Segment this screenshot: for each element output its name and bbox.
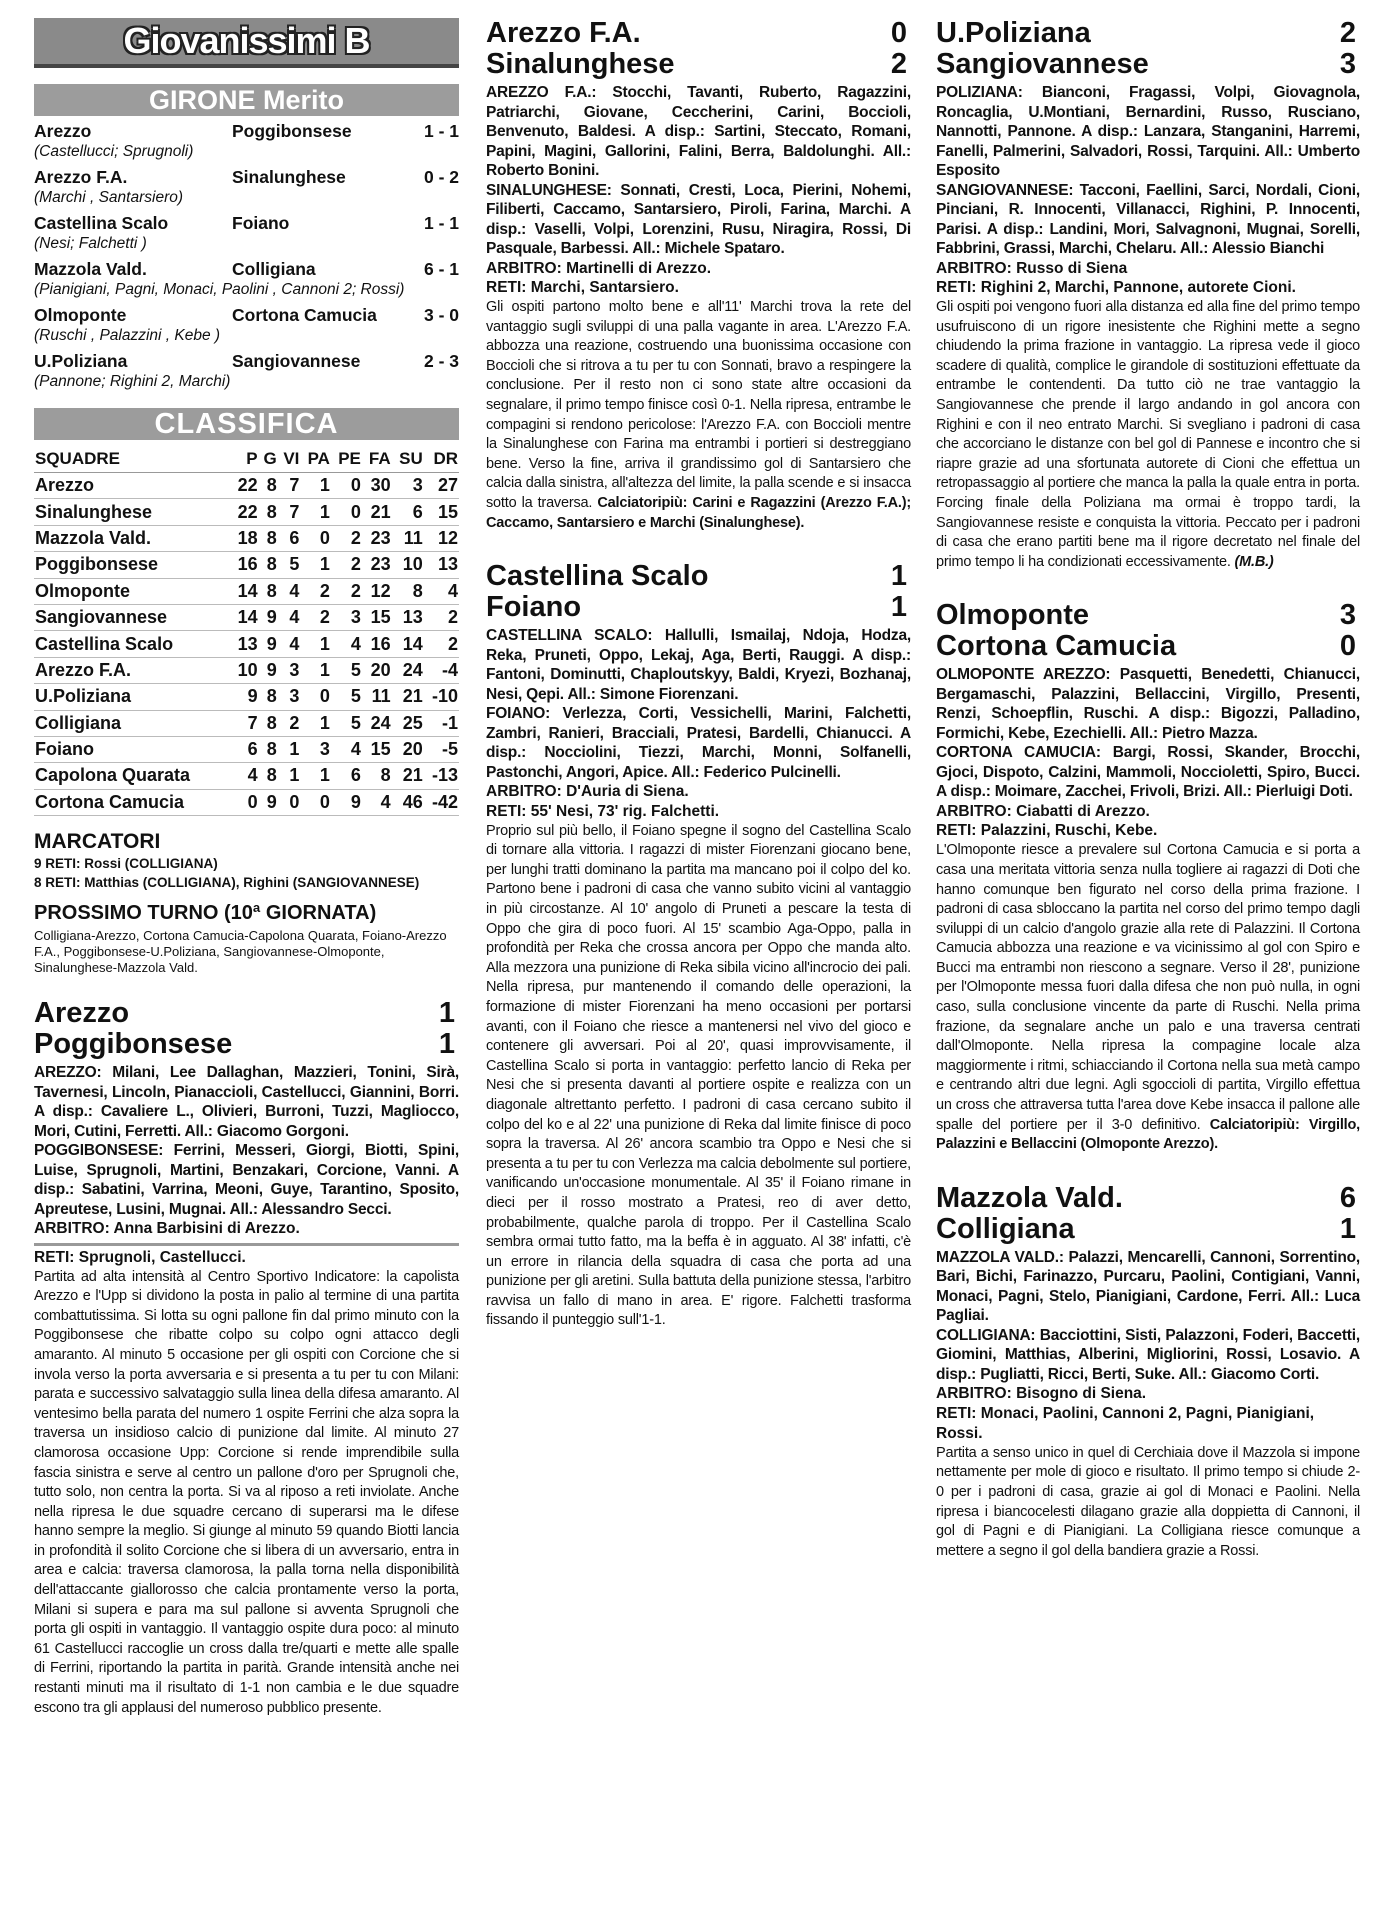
marcatori-line: 8 RETI: Matthias (COLLIGIANA), Righini (SANGIOVANNESE) <box>34 875 420 891</box>
standings-row: Foiano 6 8 1 3 4 15 20 -5 <box>34 736 459 762</box>
standings-row: Cortona Camucia 0 9 0 0 9 4 46 -42 <box>34 789 459 815</box>
standings-row: Capolona Quarata 4 8 1 1 6 8 21 -13 <box>34 763 459 789</box>
referee: ARBITRO: Anna Barbisini di Arezzo. <box>34 1220 300 1238</box>
lineup-home: OLMOPONTE AREZZO: Pasquetti, Benedetti, Chianucci, Bergamaschi, Palazzini, Bellaccini, Virgillo, Presenti, Renzi, Schoepflin, Ruschi. A disp.: Bigozzi, Palladino, Formichi, Kebe, Ezechielli. All.: Pietro Mazza. <box>936 666 1360 742</box>
lineup-home: POLIZIANA: Bianconi, Fragassi, Volpi, Giovagnola, Roncaglia, U.Montiani, Bernardini, Russo, Rusciano, Nannotti, Pannone. A disp.: Lanzara, Stanganini, Harremi, Fanelli, Palmerini, Salvadori, Rossi, Tarquini. All.: Umberto Esposito <box>936 84 1360 179</box>
page-title: Giovanissimi B <box>34 18 459 68</box>
referee: ARBITRO: Bisogno di Siena. <box>936 1385 1147 1403</box>
girone-header: GIRONE Merito <box>34 84 459 116</box>
goals: RETI: Palazzini, Ruschi, Kebe. <box>936 822 1158 840</box>
match-mazzola-colligiana: Mazzola Vald. 6 Colligiana 1 MAZZOLA VALD.: Palazzi, Mencarelli, Cannoni, Sorrentino, Bari, Bichi, Farinazzo, Purcaru, Paolini, Contigiani, Vanni, Monaci, Pagni, Stelo, Pianigiani, Cardone, Ferri. All.: Luca Pagliai. COLLIGIANA: Bacciottini, Sisti, Palazzoni, Foderi, Baccetti, Giomini, Matthias, Alberini, Migliorini, Rossi, Losavio. A disp.: Pugliatti, Ricci, Berti, Suke. All.: Giacomo Corti. ARBITRO: Bisogno di Siena. RETI: Monaci, Paolini, Cannoni 2, Pagni, Pianigiani, Rossi. Partita a senso unico in quel di Cerchiaia dove il Mazzola si impone nettamente per mole di gioco e risultato. Il primo tempo si chiude 2-0 per i padroni di casa, grazie ai gol di Monaci e Paolini. Nella ripresa i biancocelesti dilagano grazie alla doppietta di Cannoni, il gol di Pagni e di Pianigiani. La Colligiana riesce comunque a mettere a segno il gol della bandiera grazie a Rossi. <box>936 1183 1360 1562</box>
lineup-home: CASTELLINA SCALO: Hallulli, Ismailaj, Ndoja, Hodza, Reka, Pruneti, Oppo, Lekaj, Aga, Berti, Rauggi. A disp.: Fantoni, Dominutti, Chaploutskyy, Baldi, Kryezi, Bozhanaj, Nesi, Qepi. All.: Simone Fiorenzani. <box>486 627 911 703</box>
match-arezzofa-sinalunghese: Arezzo F.A. 0 Sinalunghese 2 AREZZO F.A.: Stocchi, Tavanti, Ruberto, Ragazzini, Patriarchi, Giovane, Ceccherini, Carini, Boccioli, Benvenuto, Baldesi. A disp.: Sartini, Steccato, Romani, Papini, Magini, Gallorini, Falini, Berra, Baldolunghi. All.: Roberto Bonini. SINALUNGHESE: Sonnati, Cresti, Loca, Pierini, Nohemi, Filiberti, Caccamo, Santarsiero, Piroli, Farina, Marchi. A disp.: Vaselli, Volpi, Lorenzini, Rusu, Niragira, Rossi, Di Pasquale, Barbessi. All.: Michele Spataro. ARBITRO: Martinelli di Arezzo. RETI: Marchi, Santarsiero. Gli ospiti partono molto bene e all'11' Marchi trova la rete del vantaggio sugli sviluppi di una palla vagante in area. L'Arezzo F.A. abbozza una reazione, costruendo una buonissima occasione con Boccioli che si ritrova a tu per tu con Sonnati, bravo a respingere la conclusione. Per il resto non ci sono state altre occasioni da segnalare, il primo tempo finisce così 0-1. Nella ripresa, entrambe le compagini si rendono pericolose: l'Arezzo F.A. con Boccioli mentre la Sinalunghese con Farina ma entrambi i portieri si destreggiano bene. Verso la fine, arriva il grandissimo gol di Santarsiero che calcia dalla sinistra, all'altezza del limite, la palla scende e si insacca sotto la traversa. Calciatoripiù: Carini e Ragazzini (Arezzo F.A.); Caccamo, Santarsiero e Marchi (Sinalunghese). <box>486 18 911 533</box>
lineup-home: AREZZO F.A.: Stocchi, Tavanti, Ruberto, Ragazzini, Patriarchi, Giovane, Ceccherini, Carini, Boccioli, Benvenuto, Baldesi. A disp.: Sartini, Steccato, Romani, Papini, Magini, Gallorini, Falini, Berra, Baldolunghi. All.: Roberto Bonini. <box>486 84 911 179</box>
result-item: Mazzola Vald. Colligiana 6 - 1 (Pianigiani, Pagni, Monaci, Paolini , Cannoni 2; Rossi) <box>34 259 459 298</box>
standings-row: Arezzo F.A. 10 9 3 1 5 20 24 -4 <box>34 657 459 683</box>
match-castellina-foiano: Castellina Scalo 1 Foiano 1 CASTELLINA SCALO: Hallulli, Ismailaj, Ndoja, Hodza, Reka, Pruneti, Oppo, Lekaj, Aga, Berti, Rauggi. A disp.: Fantoni, Dominutti, Chaploutskyy, Baldi, Kryezi, Bozhanaj, Nesi, Qepi. All.: Simone Fiorenzani. FOIANO: Verlezza, Corti, Vessichelli, Marini, Falchetti, Zambri, Ranieri, Bracciali, Pratesi, Bardelli, Chianucci. A disp.: Nocciolini, Tiezzi, Marchi, Monni, Solfanelli, Pastonchi, Angori, Apice. All.: Federico Pulcinelli. ARBITRO: D'Auria di Siena. RETI: 55' Nesi, 73' rig. Falchetti. Proprio sul più bello, il Foiano spegne il sogno del Castellina Scalo di tornare alla vittoria. I ragazzi di mister Fiorenzani giocano bene, per lunghi tratti dominano la partita ma mancano poi il colpo del ko. Partono bene i padroni di casa che vanno subito vicini al vantaggio in più circostanze. Al 10' angolo di Pruneti a pescare la testa di Oppo che gira di poco fuori. Al 15' scambio Aga-Oppo, palla in profondità per Reka che crossa ancora per Oppo che manda alto. Alla mezzora una punizione di Reka sibila vicino all'incrocio dei pali. Nella ripresa, pur mantenendo il comando delle operazioni, la formazione di mister Fiorenzani ha meno occasioni per portarsi avanti, con il Foiano che riesce a mantenersi nel vivo del gioco e contenere gli avversari. Poi al 20', quasi improvvisamente, il Castellina Scalo si porta in vantaggio: perfetto lancio di Reka per Nesi che si presenta davanti al portiere ospite e realizza con un diagonale altrettanto perfetto. I padroni di casa cercano subito il colpo del ko e al 22' una punizione di Reka dal limite finisce di poco sopra la traversa. Al 26' ancora scambio tra Oppo e Nesi che si presenta a tu per tu con Verlezza ma calcia debolmente sul portiere, vanificando un'occasione monumentale. Al 35' il Foiano rimane in dieci per il rosso mostrato a Pratesi, reo di aver detto, probabilmente, qualche parola di troppo. Per il Castellina Scalo sembra ormai tutto fatto, ma la beffa è in agguato. Al 38' infatti, c'è un errore in rilancia della squadra di casa che porta ad una punizione per gli aretini. Sulla battuta della punizione stessa, l'arbitro ravvisa un fallo di mano in area. E' rigore. Falchetti trasforma fissando il punteggio sull'1-1. <box>486 561 911 1331</box>
lineup-away: POGGIBONSESE: Ferrini, Messeri, Giorgi, Biotti, Spini, Luise, Sprugnoli, Martini, Benzakari, Corcione, Vanni. A disp.: Sabatini, Varrina, Meoni, Guye, Tarantino, Sposito, Apreutese, Lusini, Mugnai. All.: Alessandro Secci. <box>34 1142 459 1218</box>
marcatori-line: 9 RETI: Rossi (COLLIGIANA) <box>34 856 218 872</box>
lineup-away: FOIANO: Verlezza, Corti, Vessichelli, Marini, Falchetti, Zambri, Ranieri, Bracciali, Pratesi, Bardelli, Chianucci. A disp.: Nocciolini, Tiezzi, Marchi, Monni, Solfanelli, Pastonchi, Angori, Apice. All.: Federico Pulcinelli. <box>486 705 911 781</box>
goals: RETI: Sprugnoli, Castellucci. <box>34 1243 459 1268</box>
lineup-away: SANGIOVANNESE: Tacconi, Faellini, Sarci, Nordali, Cioni, Pinciani, R. Innocenti, Villanacci, Righini, P. Innocenti, Parisi. A disp.: Landini, Mori, Salvagnoni, Mugnai, Sorelli, Fabbrini, Grassi, Marchi, Chelaru. All.: Alessio Bianchi <box>936 181 1360 257</box>
lineup-home: MAZZOLA VALD.: Palazzi, Mencarelli, Cannoni, Sorrentino, Bari, Bichi, Farinazzo, Purcaru, Paolini, Contigiani, Vanni, Monaci, Pagni, Stelo, Pianigiani, Cardone, Ferri. All.: Luca Pagliai. <box>936 1248 1360 1325</box>
result-item: U.Poliziana Sangiovannese 2 - 3 (Pannone; Righini 2, Marchi) <box>34 351 459 390</box>
standings-row: Sinalunghese 22 8 7 1 0 21 6 15 <box>34 499 459 525</box>
column-1 <box>34 18 459 1746</box>
match-report: Gli ospiti partono molto bene e all'11' Marchi trova la rete del vantaggio sugli sviluppi di una palla vagante in area. L'Arezzo F.A. abbozza una reazione, costruendo una buonissima occasione con Boccioli che si ritrova a tu per tu con Sonnati, bravo a respingere la conclusione. Per il resto non ci sono state altre occasioni da segnalare, il primo tempo finisce così 0-1. Nella ripresa, entrambe le compagini si rendono pericolose: l'Arezzo F.A. con Boccioli mentre la Sinalunghese con Farina ma entrambi i portieri si destreggiano bene. Verso la fine, arriva il grandissimo gol di Santarsiero che calcia dalla sinistra, all'altezza del limite, la palla scende e si insacca sotto la traversa. Calciatoripiù: Carini e Ragazzini (Arezzo F.A.); Caccamo, Santarsiero e Marchi (Sinalunghese). <box>486 299 911 531</box>
result-item: Olmoponte Cortona Camucia 3 - 0 (Ruschi , Palazzini , Kebe ) <box>34 305 459 344</box>
referee: ARBITRO: Martinelli di Arezzo. <box>486 259 712 277</box>
prossimo-turno-text: Colligiana-Arezzo, Cortona Camucia-Capolona Quarata, Foiano-Arezzo F.A., Poggibonsese-U.Poliziana, Sangiovannese-Olmoponte, Sinalunghese-Mazzola Vald. <box>34 928 447 976</box>
match-report: Gli ospiti poi vengono fuori alla distanza ed alla fine del primo tempo usufruiscono di un rigore inesistente che Righini mette a segno chiudendo la prima frazione in vantaggio. La ripresa vede il gioco scadere di qualità, complice le girandole di sostituzioni effettuate da entrambe le contendenti. Da tutto ciò ne trae vantaggio la Sangiovannese che prende il largo andando in gol ancora con Righini e con il neo entrato Marchi. Si svegliano i padroni di casa che accorciano le distanze con bel gol di Pannese e incontro che si riapre grazie ad una sfortunata autorete di Cioni che effettua un retropassaggio al portiere che manca la palla la quale entra in porta. Forcing finale della Poliziana ma ormai è troppo tardi, la Sangiovannese resiste e conquista la vittoria. Peccato per i padroni di casa che erano partiti bene ma il rigore decretato nel finale del primo tempo li ha condizionati eccessivamente. (M.B.) <box>936 299 1360 570</box>
match-poliziana-sangiovannese: U.Poliziana 2 Sangiovannese 3 POLIZIANA: Bianconi, Fragassi, Volpi, Giovagnola, Roncaglia, U.Montiani, Bernardini, Russo, Rusciano, Nannotti, Pannone. A disp.: Lanzara, Stanganini, Harremi, Fanelli, Palmerini, Salvadori, Rossi, Tarquini. All.: Umberto Esposito SANGIOVANNESE: Tacconi, Faellini, Sarci, Nordali, Cioni, Pinciani, R. Innocenti, Villanacci, Righini, P. Innocenti, Parisi. A disp.: Landini, Mori, Salvagnoni, Mugnai, Sorelli, Fabbrini, Grassi, Marchi, Chelaru. All.: Alessio Bianchi ARBITRO: Russo di Siena RETI: Righini 2, Marchi, Pannone, autorete Cioni. Gli ospiti poi vengono fuori alla distanza ed alla fine del primo tempo usufruiscono di un rigore inesistente che Righini mette a segno chiudendo la prima frazione in vantaggio. La ripresa vede il gioco scadere di qualità, complice le girandole di sostituzioni effettuate da entrambe le contendenti. Da tutto ciò ne trae vantaggio la Sangiovannese che prende il largo andando in gol ancora con Righini e con il neo entrato Marchi. Si svegliano i padroni di casa che accorciano le distanze con bel gol di Pannese e incontro che si riapre grazie ad una sfortunata autorete di Cioni che effettua un retropassaggio al portiere che manca la palla la quale entra in porta. Forcing finale della Poliziana ma ormai è troppo tardi, la Sangiovannese resiste e conquista la vittoria. Peccato per i padroni di casa che erano partiti bene ma il rigore decretato nel finale del primo tempo li ha condizionati eccessivamente. (M.B.) <box>936 18 1360 572</box>
lineup-away: CORTONA CAMUCIA: Bargi, Rossi, Skander, Brocchi, Gjoci, Dispoto, Calzini, Mammoli, Noccioletti, Spiro, Bucci. A disp.: Moimare, Zacchei, Frivoli, Brizi. All.: Pierluigi Doti. <box>936 744 1360 801</box>
column-2 <box>486 18 911 1359</box>
standings-row: Colligiana 7 8 2 1 5 24 25 -1 <box>34 710 459 736</box>
standings-row: Sangiovannese 14 9 4 2 3 15 13 2 <box>34 604 459 630</box>
standings-row: Castellina Scalo 13 9 4 1 4 16 14 2 <box>34 631 459 657</box>
prossimo-turno-title: PROSSIMO TURNO (10ª GIORNATA) <box>34 902 377 925</box>
match-report: Partita ad alta intensità al Centro Sportivo Indicatore: la capolista Arezzo e l'Upp si dividono la posta in palio al termine di una partita combattutissima. Si lotta su ogni pallone fin dal primo minuto con la Poggibonsese che ribatte colpo su colpo ogni attacco degli amaranto. Al minuto 5 occasione per gli ospiti con Corcione che si invola verso la porta avversaria e si presenta a tu per tu con Milani: parata e successivo salvataggio sulla linea della difesa amaranto. Al ventesimo bella parata del numero 1 ospite Ferrini che alza sopra la traversa un insidioso calcio di punizione dal limite. Al minuto 27 clamorosa occasione Upp: Corcione si rende imprendibile sulla fascia sinistra e serve al centro un pallone d'oro per Sprugnoli che, tutto solo, non centra la porta. Si va al riposo a reti inviolate. Anche nella ripresa le due squadre cercano di superarsi ma le difese hanno sempre la meglio. Si giunge al minuto 59 quando Biotti lancia in profondità il solito Corcione che si libera di un avversario, entra in area e calcia: traversa clamorosa, la palla torna nella disponibilità dell'attaccante giallorosso che calcia prontamente verso la porta, Milani si supera e para ma sul pallone si avventa Sprugnoli che porta gli ospiti in vantaggio. Il vantaggio ospite dura poco: al minuto 61 Castellucci raccoglie un cross dalla tre/quarti e mette alle spalle di Ferrini, riportando la partita in parità. Grande intensità anche nei restanti minuti ma il risultato di 1-1 non cambia e le due squadre escono tra gli applausi del numeroso pubblico presente. <box>34 1268 459 1716</box>
result-item: Arezzo Poggibonsese 1 - 1 (Castellucci; Sprugnoli) <box>34 121 459 160</box>
match-report: L'Olmoponte riesce a prevalere sul Cortona Camucia e si porta a casa una meritata vittoria senza nulla togliere ai ragazzi di Doti che hanno comunque ben figurato nel corso della prima frazione. I padroni di casa sbloccano la partita nel corso del primo tempo dagli sviluppi di un calcio d'angolo grazie alla rete di Palazzini. Il Cortona Camucia abbozza una reazione e va vicinissimo al gol con Spiro e Bucci ma entrambi non riescono a segnare. Verso il 28', punizione per l'Olmoponte messa fuori dalla difesa che non può nulla, in ogni caso, sulla conclusione vincente da parte di Ruschi. Nella prima frazione, da segnalare anche un palo e una traversa centrati dall'Olmoponte. Nella ripresa la compagine locale alza maggiormente i ritmi, schiacciando il Cortona nella sua metà campo e centrando altri due legni. Agli sgoccioli di partita, Virgillo effettua un cross che attraversa tutta l'area dove Kebe insacca il pallone alle spalle del portiere per il 3-0 definitivo. Calciatoripiù: Virgillo, Palazzini e Bellaccini (Olmoponte Arezzo). <box>936 842 1360 1153</box>
standings-row: U.Poliziana 9 8 3 0 5 11 21 -10 <box>34 684 459 710</box>
match-olmoponte-cortona: Olmoponte 3 Cortona Camucia 0 OLMOPONTE AREZZO: Pasquetti, Benedetti, Chianucci, Bergamaschi, Palazzini, Bellaccini, Virgillo, Presenti, Renzi, Schoepflin, Ruschi. A disp.: Bigozzi, Palladino, Formichi, Kebe, Ezechielli. All.: Pietro Mazza. CORTONA CAMUCIA: Bargi, Rossi, Skander, Brocchi, Gjoci, Dispoto, Calzini, Mammoli, Noccioletti, Spiro, Bucci. A disp.: Moimare, Zacchei, Frivoli, Brizi. All.: Pierluigi Doti. ARBITRO: Ciabatti di Arezzo. RETI: Palazzini, Ruschi, Kebe. L'Olmoponte riesce a prevalere sul Cortona Camucia e si porta a casa una meritata vittoria senza nulla togliere ai ragazzi di Doti che hanno comunque ben figurato nel corso della prima frazione. I padroni di casa sbloccano la partita nel corso del primo tempo dagli sviluppi di un calcio d'angolo grazie alla rete di Palazzini. Il Cortona Camucia abbozza una reazione e va vicinissimo al gol con Spiro e Bucci ma entrambi non riescono a segnare. Verso il 28', punizione per l'Olmoponte messa fuori dalla difesa che non può nulla, in ogni caso, sulla conclusione vincente da parte di Ruschi. Nella prima frazione, da segnalare anche un palo e una traversa centrati dall'Olmoponte. Nella ripresa la compagine locale alza maggiormente i ritmi, schiacciando il Cortona nella sua metà campo e centrando altri due legni. Agli sgoccioli di partita, Virgillo effettua un cross che attraversa tutta l'area dove Kebe insacca il pallone alle spalle del portiere per il 3-0 definitivo. Calciatoripiù: Virgillo, Palazzini e Bellaccini (Olmoponte Arezzo). <box>936 600 1360 1155</box>
match-report: Proprio sul più bello, il Foiano spegne il sogno del Castellina Scalo di tornare alla vittoria. I ragazzi di mister Fiorenzani giocano bene, per lunghi tratti dominano la partita ma mancano poi il colpo del ko. Partono bene i padroni di casa che vanno subito vicini al vantaggio in più circostanze. Al 10' angolo di Pruneti a pescare la testa di Oppo che gira di poco fuori. Al 15' scambio Aga-Oppo, palla in profondità per Reka che crossa ancora per Oppo che manda alto. Alla mezzora una punizione di Reka sibila vicino all'incrocio dei pali. Nella ripresa, pur mantenendo il comando delle operazioni, la formazione di mister Fiorenzani ha meno occasioni per portarsi avanti, con il Foiano che riesce a mantenersi nel vivo del gioco e contenere gli avversari. Poi al 20', quasi improvvisamente, il Castellina Scalo si porta in vantaggio: perfetto lancio di Reka per Nesi che si presenta davanti al portiere ospite e realizza con un diagonale altrettanto perfetto. I padroni di casa cercano subito il colpo del ko e al 22' una punizione di Reka dal limite finisce di poco sopra la traversa. Al 26' ancora scambio tra Oppo e Nesi che si presenta a tu per tu con Verlezza ma calcia debolmente sul portiere, vanificando un'occasione monumentale. Al 35' il Foiano rimane in dieci per il rosso mostrato a Pratesi, reo di aver detto, probabilmente, qualche parola di troppo. Per il Castellina Scalo sembra ormai tutto fatto, ma la beffa è in agguato. Al 38' infatti, c'è un errore in rilancia della squadra di casa che porta ad una punizione per gli aretini. Sulla battuta della punizione stessa, l'arbitro ravvisa un fallo di mano in area. E' rigore. Falchetti trasforma fissando il punteggio sull'1-1. <box>486 822 911 1329</box>
results-list <box>34 120 459 392</box>
goals: RETI: Righini 2, Marchi, Pannone, autorete Cioni. <box>936 279 1296 296</box>
goals: RETI: Marchi, Santarsiero. <box>486 279 679 296</box>
column-3 <box>936 18 1360 1589</box>
classifica-header: CLASSIFICA <box>34 408 459 440</box>
lineup-away: COLLIGIANA: Bacciottini, Sisti, Palazzoni, Foderi, Baccetti, Giomini, Matthias, Alberini, Migliorini, Rossi, Losavio. A disp.: Pugliatti, Ricci, Berti, Suke. All.: Giacomo Corti. <box>936 1326 1360 1383</box>
referee: ARBITRO: Ciabatti di Arezzo. <box>936 802 1150 820</box>
goals: RETI: 55' Nesi, 73' rig. Falchetti. <box>486 802 720 820</box>
standings-row: Poggibonsese 16 8 5 1 2 23 10 13 <box>34 552 459 578</box>
standings-table <box>34 446 459 816</box>
marcatori-title: MARCATORI <box>34 830 161 854</box>
result-item: Arezzo F.A. Sinalunghese 0 - 2 (Marchi , Santarsiero) <box>34 167 459 206</box>
referee: ARBITRO: D'Auria di Siena. <box>486 783 689 801</box>
standings-row: Arezzo 22 8 7 1 0 30 3 27 <box>34 473 459 499</box>
result-item: Castellina Scalo Foiano 1 - 1 (Nesi; Falchetti ) <box>34 213 459 252</box>
match-arezzo-poggibonsese: Arezzo 1 Poggibonsese 1 AREZZO: Milani, Lee Dallaghan, Mazzieri, Tonini, Sirà, Tavernesi, Lincoln, Pianaccioli, Castellucci, Giannini, Borri. A disp.: Cavaliere L., Olivieri, Burroni, Tuzzi, Magliocco, Mori, Cutini, Ferretti. All.: Giacomo Gorgoni. POGGIBONSESE: Ferrini, Messeri, Giorgi, Biotti, Spini, Luise, Sprugnoli, Martini, Benzakari, Corcione, Vanni. A disp.: Sabatini, Varrina, Meoni, Guye, Tarantino, Sposito, Apreutese, Lusini, Mugnai. All.: Alessandro Secci. ARBITRO: Anna Barbisini di Arezzo. RETI: Sprugnoli, Castellucci. Partita ad alta intensità al Centro Sportivo Indicatore: la capolista Arezzo e l'Upp si dividono la posta in palio al termine di una partita combattutissima. Si lotta su ogni pallone fin dal primo minuto con la Poggibonsese che ribatte colpo su colpo ogni attacco degli amaranto. Al minuto 5 occasione per gli ospiti con Corcione che si invola verso la porta avversaria e si presenta a tu per tu con Milani: parata e successivo salvataggio sulla linea della difesa amaranto. Al ventesimo bella parata del numero 1 ospite Ferrini che alza sopra la traversa un insidioso calcio di punizione dal limite. Al minuto 27 clamorosa occasione Upp: Corcione si rende imprendibile sulla fascia sinistra e serve al centro un pallone d'oro per Sprugnoli che, tutto solo, non centra la porta. Si va al riposo a reti inviolate. Anche nella ripresa le due squadre cercano di superarsi ma le difese hanno sempre la meglio. Si giunge al minuto 59 quando Biotti lancia in profondità il solito Corcione che si libera di un avversario, entra in area e calcia: traversa clamorosa, la palla torna nella disponibilità dell'attaccante giallorosso che calcia prontamente verso la porta, Milani si supera e para ma sul pallone si avventa Sprugnoli che porta gli ospiti in vantaggio. Il vantaggio ospite dura poco: al minuto 61 Castellucci raccoglie un cross dalla tre/quarti e mette alle spalle di Ferrini, riportando la partita in parità. Grande intensità anche nei restanti minuti ma il risultato di 1-1 non cambia e le due squadre escono tra gli applausi del numeroso pubblico presente. <box>34 998 459 1718</box>
lineup-home: AREZZO: Milani, Lee Dallaghan, Mazzieri, Tonini, Sirà, Tavernesi, Lincoln, Pianaccioli, Castellucci, Giannini, Borri. A disp.: Cavaliere L., Olivieri, Burroni, Tuzzi, Magliocco, Mori, Cutini, Ferretti. All.: Giacomo Gorgoni. <box>34 1064 459 1140</box>
goals: RETI: Monaci, Paolini, Cannoni 2, Pagni, Pianigiani, Rossi. <box>936 1404 1315 1442</box>
referee: ARBITRO: Russo di Siena <box>936 259 1128 277</box>
match-report: Partita a senso unico in quel di Cerchiaia dove il Mazzola si impone nettamente per mole di gioco e risultato. Il primo tempo si chiude 2-0 per i padroni di casa, grazie ai gol di Monaci e Paolini. Nella ripresa i biancocelesti dilagano grazie alla doppietta di Cannoni, il gol di Pagni e di Pianigiani. La Colligiana riesce comunque a mettere a segno il gol della bandiera grazie a Rossi. <box>936 1444 1360 1559</box>
standings-row: Mazzola Vald. 18 8 6 0 2 23 11 12 <box>34 525 459 551</box>
lineup-away: SINALUNGHESE: Sonnati, Cresti, Loca, Pierini, Nohemi, Filiberti, Caccamo, Santarsiero, Piroli, Farina, Marchi. A disp.: Vaselli, Volpi, Lorenzini, Rusu, Niragira, Rossi, Di Pasquale, Barbessi. All.: Michele Spataro. <box>486 181 911 257</box>
standings-header-row: SQUADRE P G VI PA PE FA SU DR <box>34 446 459 473</box>
standings-row: Olmoponte 14 8 4 2 2 12 8 4 <box>34 578 459 604</box>
